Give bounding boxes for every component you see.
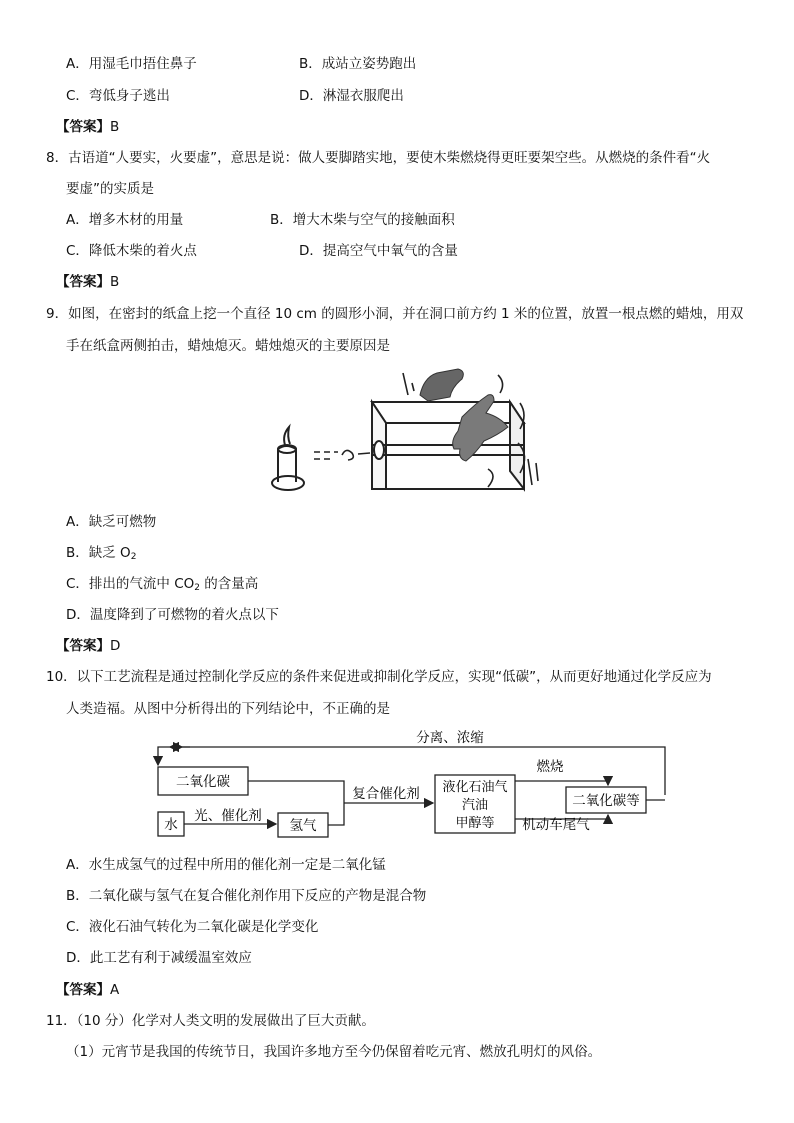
q8-option-a: A．增多木材的用量: [66, 212, 184, 228]
co2-etc-label: 二氧化碳等: [572, 793, 640, 809]
water-label: 水: [164, 817, 178, 833]
q9-option-c: [66, 574, 258, 598]
q9-stem-line-1: 9．如图，在密封的纸盒上挖一个直径 10 cm 的圆形小洞，并在洞口前方约 1 米的位置，放置一根点燃的蜡烛，用双: [46, 306, 744, 322]
option-text: C．排出的气流中 CO: [66, 576, 195, 592]
q7-option-a: A．用湿毛巾捂住鼻子: [66, 56, 197, 72]
q11-sub-1: （1）元宵节是我国的传统节日，我国许多地方至今仍保留着吃元宵、燃放孔明灯的风俗。: [66, 1044, 602, 1060]
answer-label: 【答案】: [56, 274, 110, 290]
q8-option-c: C．降低木柴的着火点: [66, 243, 197, 259]
q8-option-b: B．增大木柴与空气的接触面积: [270, 212, 455, 228]
answer-value: B: [110, 274, 120, 290]
separation-label: 分离、浓缩: [416, 730, 484, 746]
co2-label: 二氧化碳: [176, 774, 230, 790]
q10-option-a: A．水生成氢气的过程中所用的催化剂一定是二氧化锰: [66, 857, 386, 873]
q9-answer: [56, 636, 120, 656]
q7-option-b: B．成站立姿势跑出: [299, 56, 417, 72]
q10-answer: [56, 980, 119, 1000]
q9-stem-line-2: 手在纸盒两侧拍击，蜡烛熄灭。蜡烛熄灭的主要原因是: [66, 338, 390, 354]
paper-box-icon: [372, 402, 524, 489]
q7-option-c: C．弯低身子逃出: [66, 88, 170, 104]
candle-box-illustration: [262, 365, 552, 500]
q8-stem-line-1: 8．古语道“人要实，火要虚”，意思是说：做人要脚踏实地，要使木柴燃烧得更旺要架空些。从燃烧的条件看“火: [46, 150, 711, 166]
answer-value: D: [110, 638, 121, 654]
q9-option-a: A．缺乏可燃物: [66, 514, 157, 530]
q8-stem-line-2: 要虚”的实质是: [66, 181, 154, 197]
q10-stem-line-2: 人类造福。从图中分析得出的下列结论中，不正确的是: [66, 701, 390, 717]
answer-label: 【答案】: [56, 638, 110, 654]
feedback-arrow: [182, 747, 665, 795]
q10-option-d: D．此工艺有利于减缓温室效应: [66, 950, 252, 966]
q7-option-d: D．淋湿衣服爬出: [299, 88, 404, 104]
q10-stem-line-1: 10．以下工艺流程是通过控制化学反应的条件来促进或抑制化学反应，实现“低碳”，从而更好地通过化学反应为: [46, 669, 712, 685]
answer-label: 【答案】: [56, 982, 110, 998]
subscript: 2: [130, 552, 137, 562]
airflow-icon: [314, 450, 370, 460]
exhaust-label: 机动车尾气: [522, 817, 590, 833]
candle-icon: [272, 427, 304, 490]
q10-option-c: C．液化石油气转化为二氧化碳是化学变化: [66, 919, 319, 935]
composite-catalyst-label: 复合催化剂: [352, 786, 420, 802]
product-label-1: 液化石油气: [442, 780, 508, 795]
product-label-2: 汽油: [461, 798, 489, 813]
product-label-3: 甲醇等: [455, 816, 495, 831]
answer-value: B: [110, 119, 120, 135]
process-flow-diagram: [150, 725, 670, 840]
q11-stem: 11．（10 分）化学对人类文明的发展做出了巨大贡献。: [46, 1013, 375, 1029]
hydrogen-label: 氢气: [289, 818, 317, 834]
answer-value: A: [110, 982, 120, 998]
option-text: B．缺乏 O: [66, 545, 131, 561]
option-text-suffix: 的含量高: [200, 576, 259, 592]
q9-option-b: [66, 543, 136, 567]
q9-option-d: D．温度降到了可燃物的着火点以下: [66, 607, 279, 623]
subscript: 2: [194, 583, 201, 593]
q8-option-d: D．提高空气中氧气的含量: [299, 243, 458, 259]
q8-answer: [56, 272, 119, 292]
burn-label: 燃烧: [536, 759, 564, 775]
q10-option-b: B．二氧化碳与氢气在复合催化剂作用下反应的产物是混合物: [66, 888, 427, 904]
light-catalyst-label: 光、催化剂: [194, 808, 262, 824]
answer-label: 【答案】: [56, 119, 110, 135]
q7-answer: [56, 117, 119, 137]
